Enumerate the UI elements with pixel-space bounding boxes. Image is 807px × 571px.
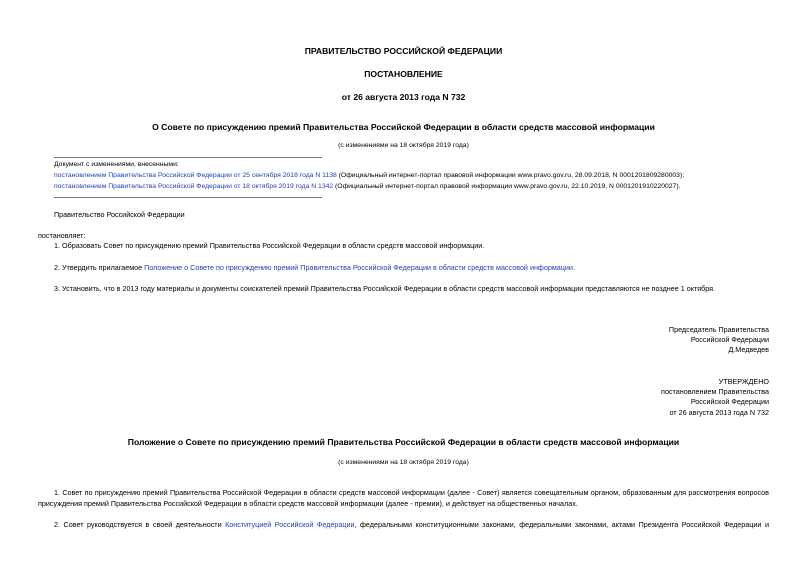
amendment-source-2018: (Официальный интернет-портал правовой информации www.pravo.gov.ru, 28.09.2018, N 0001201809280003);	[336, 172, 685, 179]
resolution-item-2-prefix: 2. Утвердить прилагаемое	[54, 263, 145, 272]
resolution-item-3: 3. Установить, что в 2013 году материалы и документы соискателей премий Правительства Российской Федерации в области средств массовой информации представляются не позднее 1 октября.	[54, 284, 716, 293]
resolution-item-2-suffix: .	[572, 263, 575, 272]
approved-stamp-title: УТВЕРЖДЕНО	[718, 377, 769, 386]
signature-position: Председатель Правительства	[668, 325, 769, 334]
header-doc-type: ПОСТАНОВЛЕНИЕ	[364, 69, 443, 79]
amendment-link-2018[interactable]: постановлением Правительства Российской Федерации от 25 сентября 2018 года N 1138	[54, 172, 337, 179]
changes-item-2	[54, 183, 680, 190]
resolution-item-2	[54, 263, 575, 272]
signature-country: Российской Федерации	[690, 335, 769, 344]
regulation-link[interactable]: Положение о Совете по присуждению премий Правительства Российской Федерации в области средств массовой информации	[144, 263, 573, 272]
regulation-item-1-line-1: 1. Совет по присуждению премий Правительства Российской Федерации в области средств массовой информации (далее - Совет) является совещательным органом, образованным для рассмотрения вопросов	[54, 488, 769, 497]
header-government: ПРАВИТЕЛЬСТВО РОССИЙСКОЙ ФЕДЕРАЦИИ	[304, 46, 503, 56]
changes-top-divider	[54, 157, 322, 158]
amendment-link-2019[interactable]: постановлением Правительства Российской Федерации от 18 октября 2019 года N 1342	[54, 183, 334, 190]
body-government-rf: Правительство Российской Федерации	[54, 210, 185, 219]
resolution-item-1: 1. Образовать Совет по присуждению премий Правительства Российской Федерации в области средств массовой информации.	[54, 241, 485, 250]
body-decrees: постановляет:	[38, 231, 86, 240]
approved-stamp-date: от 26 августа 2013 года N 732	[669, 408, 769, 417]
header-date: от 26 августа 2013 года N 732	[341, 92, 466, 102]
constitution-link[interactable]: Конституцией Российской Федерации	[225, 520, 355, 529]
regulation-item-1-line-2: присуждения премий Правительства Российской Федерации в области средств массовой информации (далее - премии), и действует на общественных началах.	[38, 499, 578, 508]
regulation-item-2-suffix: , федеральными конституционными законами, федеральными законами, актами Президента Российской Федерации и	[354, 520, 769, 529]
approved-stamp-country: Российской Федерации	[690, 397, 769, 406]
changes-item-1	[54, 172, 684, 179]
regulation-item-2	[38, 520, 769, 531]
changes-bottom-divider	[54, 197, 322, 198]
regulation-changes-note: (с изменениями на 18 октября 2019 года)	[338, 459, 469, 466]
changes-intro: Документ с изменениями, внесенными:	[54, 161, 179, 168]
regulation-item-2-prefix: 2. Совет руководствуется в своей деятельности	[54, 520, 226, 529]
regulation-title: Положение о Совете по присуждению премий Правительства Российской Федерации в области средств массовой информации	[127, 437, 680, 447]
document-title: О Совете по присуждению премий Правительства Российской Федерации в области средств массовой информации	[152, 122, 655, 132]
amendment-source-2019: (Официальный интернет-портал правовой информации www.pravo.gov.ru, 22.10.2019, N 0001201910220027).	[333, 183, 681, 190]
changes-note: (с изменениями на 18 октября 2019 года)	[338, 142, 469, 149]
approved-stamp-by: постановлением Правительства	[661, 387, 769, 396]
signature-name: Д.Медведев	[728, 345, 769, 354]
